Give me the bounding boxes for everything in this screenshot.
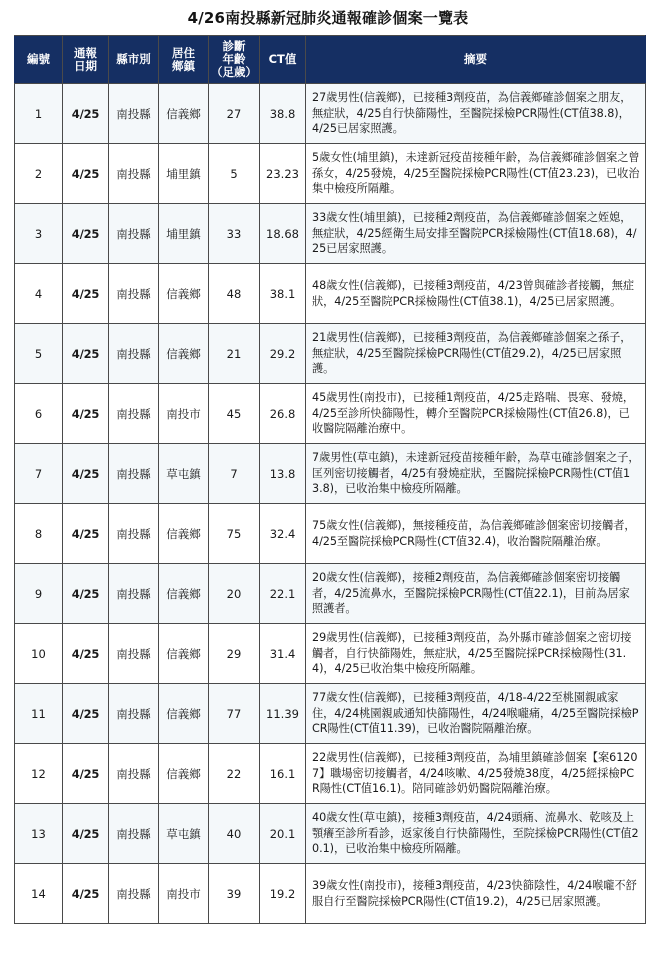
column-header-label-line: 年齡 (222, 52, 246, 66)
cell-age: 7 (209, 444, 260, 504)
cell-report-date: 4/25 (63, 744, 109, 804)
cell-county: 南投縣 (109, 384, 159, 444)
column-header-label-line: 摘要 (464, 52, 487, 66)
cell-ct-value: 13.8 (260, 444, 306, 504)
cell-county: 南投縣 (109, 564, 159, 624)
cell-county: 南投縣 (109, 204, 159, 264)
cell-county: 南投縣 (109, 504, 159, 564)
column-header-label-line: 縣市別 (116, 52, 151, 66)
cell-summary: 48歲女性(信義鄉)，已接種3劑疫苗，4/23曾與確診者接觸，無症狀，4/25至醫院PCR採檢陽性(CT值38.1)，4/25已居家照護。 (306, 264, 646, 324)
cell-ct-value: 38.8 (260, 84, 306, 144)
column-header-label-line: CT值 (268, 52, 297, 66)
column-header-label-line: （足歲） (211, 65, 257, 79)
column-header-town (159, 36, 209, 84)
cell-case-id: 8 (15, 504, 63, 564)
table-body (15, 84, 646, 924)
table-header (15, 36, 646, 84)
table-row (15, 264, 646, 324)
cell-report-date: 4/25 (63, 84, 109, 144)
cell-summary: 21歲男性(信義鄉)，已接種3劑疫苗，為信義鄉確診個案之孫子，無症狀，4/25至醫院採檢PCR陽性(CT值29.2)，4/25已居家照護。 (306, 324, 646, 384)
case-list-table (14, 35, 646, 924)
cell-ct-value: 31.4 (260, 624, 306, 684)
cell-age: 48 (209, 264, 260, 324)
table-row (15, 564, 646, 624)
column-header-summary (306, 36, 646, 84)
cell-report-date: 4/25 (63, 384, 109, 444)
table-container (0, 35, 656, 924)
table-row (15, 624, 646, 684)
cell-summary: 75歲女性(信義鄉)，無接種疫苗，為信義鄉確診個案密切接觸者，4/25至醫院採檢PCR陽性(CT值32.4)，收治醫院隔離治療。 (306, 504, 646, 564)
cell-town: 南投市 (159, 864, 209, 924)
cell-ct-value: 11.39 (260, 684, 306, 744)
cell-summary: 5歲女性(埔里鎮)，未達新冠疫苗接種年齡，為信義鄉確診個案之曾孫女，4/25發燒，4/25至醫院採檢PCR陽性(CT值23.23)，已收治集中檢疫所隔離。 (306, 144, 646, 204)
cell-report-date: 4/25 (63, 264, 109, 324)
cell-case-id: 5 (15, 324, 63, 384)
cell-case-id: 12 (15, 744, 63, 804)
cell-town: 信義鄉 (159, 564, 209, 624)
cell-town: 南投市 (159, 384, 209, 444)
cell-ct-value: 18.68 (260, 204, 306, 264)
cell-report-date: 4/25 (63, 804, 109, 864)
cell-summary: 29歲男性(信義鄉)，已接種3劑疫苗，為外縣市確診個案之密切接觸者，自行快篩陽姓，無症狀，4/25至醫院採PCR採檢陽性(31.4)，4/25已收治集中檢疫所隔離。 (306, 624, 646, 684)
cell-case-id: 10 (15, 624, 63, 684)
cell-case-id: 2 (15, 144, 63, 204)
table-row (15, 864, 646, 924)
cell-summary: 7歲男性(草屯鎮)，未達新冠疫苗接種年齡，為草屯確診個案之子，匡列密切接觸者，4/25有發燒症狀，至醫院採檢PCR陽性(CT值13.8)，已收治集中檢疫所隔離。 (306, 444, 646, 504)
cell-town: 埔里鎮 (159, 144, 209, 204)
cell-county: 南投縣 (109, 804, 159, 864)
cell-county: 南投縣 (109, 84, 159, 144)
column-header-label-line: 日期 (74, 58, 97, 73)
cell-ct-value: 20.1 (260, 804, 306, 864)
cell-summary: 27歲男性(信義鄉)，已接種3劑疫苗，為信義鄉確診個案之朋友，無症狀，4/25自行快篩陽性，至醫院採檢PCR陽性(CT值38.8)，4/25已居家照護。 (306, 84, 646, 144)
cell-summary: 39歲女性(南投市)，接種3劑疫苗，4/23快篩陰性，4/24喉嚨不舒服自行至醫院採檢PCR陽性(CT值19.2)，4/25已居家照護。 (306, 864, 646, 924)
cell-report-date: 4/25 (63, 204, 109, 264)
cell-age: 45 (209, 384, 260, 444)
cell-town: 信義鄉 (159, 324, 209, 384)
cell-case-id: 4 (15, 264, 63, 324)
cell-ct-value: 38.1 (260, 264, 306, 324)
table-row (15, 744, 646, 804)
cell-report-date: 4/25 (63, 444, 109, 504)
column-header-county (109, 36, 159, 84)
cell-age: 21 (209, 324, 260, 384)
cell-age: 5 (209, 144, 260, 204)
page-title: 4/26南投縣新冠肺炎通報確診個案一覽表 (187, 9, 469, 27)
column-header-id (15, 36, 63, 84)
cell-report-date: 4/25 (63, 144, 109, 204)
cell-county: 南投縣 (109, 624, 159, 684)
cell-case-id: 11 (15, 684, 63, 744)
cell-ct-value: 29.2 (260, 324, 306, 384)
cell-summary: 33歲女性(埔里鎮)，已接種2劑疫苗，為信義鄉確診個案之姪媳，無症狀，4/25經衛生局安排至醫院PCR採檢陽性(CT值18.68)，4/25已居家照護。 (306, 204, 646, 264)
cell-county: 南投縣 (109, 144, 159, 204)
cell-town: 信義鄉 (159, 84, 209, 144)
cell-town: 信義鄉 (159, 684, 209, 744)
cell-summary: 40歲女性(草屯鎮)，接種3劑疫苗，4/24頭痛、流鼻水、乾咳及上顎癢至診所看診，返家後自行快篩陽性，至院採檢PCR陽性(CT值20.1)，已收治集中檢疫所隔離。 (306, 804, 646, 864)
table-row (15, 804, 646, 864)
table-row (15, 204, 646, 264)
cell-age: 77 (209, 684, 260, 744)
column-header-label-line: 居住 (172, 45, 195, 60)
cell-summary: 45歲男性(南投市)，已接種1劑疫苗，4/25走路喘、畏寒、發燒，4/25至診所快篩陽性，轉介至醫院PCR採檢陽性(CT值26.8)，已收醫院隔離治療中。 (306, 384, 646, 444)
cell-age: 20 (209, 564, 260, 624)
cell-case-id: 1 (15, 84, 63, 144)
cell-age: 40 (209, 804, 260, 864)
cell-report-date: 4/25 (63, 324, 109, 384)
cell-town: 埔里鎮 (159, 204, 209, 264)
cell-ct-value: 32.4 (260, 504, 306, 564)
cell-town: 信義鄉 (159, 624, 209, 684)
cell-ct-value: 16.1 (260, 744, 306, 804)
cell-age: 39 (209, 864, 260, 924)
table-row (15, 84, 646, 144)
cell-town: 草屯鎮 (159, 444, 209, 504)
cell-ct-value: 23.23 (260, 144, 306, 204)
cell-age: 22 (209, 744, 260, 804)
cell-county: 南投縣 (109, 744, 159, 804)
column-header-report-date (63, 36, 109, 84)
cell-age: 27 (209, 84, 260, 144)
table-row (15, 444, 646, 504)
column-header-label-line: 鄉鎮 (172, 58, 195, 73)
table-row (15, 324, 646, 384)
cell-county: 南投縣 (109, 864, 159, 924)
column-header-label-line: 編號 (27, 52, 50, 66)
column-header-label-line: 診斷 (222, 39, 246, 53)
cell-summary: 20歲女性(信義鄉)，接種2劑疫苗，為信義鄉確診個案密切接觸者，4/25流鼻水，至醫院採檢PCR陽性(CT值22.1)，目前為居家照護者。 (306, 564, 646, 624)
column-header-ct (260, 36, 306, 84)
cell-town: 草屯鎮 (159, 804, 209, 864)
table-row (15, 504, 646, 564)
cell-summary: 22歲男性(信義鄉)，已接種3劑疫苗，為埔里鎮確診個案【案61207】職場密切接觸者，4/24咳嗽、4/25發燒38度，4/25經採檢PCR陽性(CT值16.1)。陪同確診奶奶醫院隔離治療。 (306, 744, 646, 804)
cell-case-id: 7 (15, 444, 63, 504)
cell-county: 南投縣 (109, 324, 159, 384)
cell-report-date: 4/25 (63, 864, 109, 924)
cell-age: 75 (209, 504, 260, 564)
cell-report-date: 4/25 (63, 504, 109, 564)
cell-town: 信義鄉 (159, 504, 209, 564)
cell-age: 29 (209, 624, 260, 684)
cell-report-date: 4/25 (63, 564, 109, 624)
cell-ct-value: 19.2 (260, 864, 306, 924)
cell-report-date: 4/25 (63, 624, 109, 684)
cell-case-id: 14 (15, 864, 63, 924)
cell-summary: 77歲女性(信義鄉)，已接種3劑疫苗，4/18-4/22至桃園親戚家住，4/24桃園親戚通知快篩陽性，4/24喉嚨痛，4/25至醫院採檢PCR陽性(CT值11.39)，已收治醫院隔離治療。 (306, 684, 646, 744)
table-header-row (15, 36, 646, 84)
cell-case-id: 6 (15, 384, 63, 444)
cell-age: 33 (209, 204, 260, 264)
cell-ct-value: 26.8 (260, 384, 306, 444)
table-row (15, 144, 646, 204)
cell-case-id: 3 (15, 204, 63, 264)
cell-case-id: 13 (15, 804, 63, 864)
cell-town: 信義鄉 (159, 744, 209, 804)
column-header-label-line: 通報 (74, 45, 97, 60)
cell-case-id: 9 (15, 564, 63, 624)
cell-town: 信義鄉 (159, 264, 209, 324)
cell-county: 南投縣 (109, 684, 159, 744)
cell-county: 南投縣 (109, 264, 159, 324)
cell-report-date: 4/25 (63, 684, 109, 744)
column-header-age (209, 36, 260, 84)
cell-county: 南投縣 (109, 444, 159, 504)
table-row (15, 384, 646, 444)
table-row (15, 684, 646, 744)
cell-ct-value: 22.1 (260, 564, 306, 624)
